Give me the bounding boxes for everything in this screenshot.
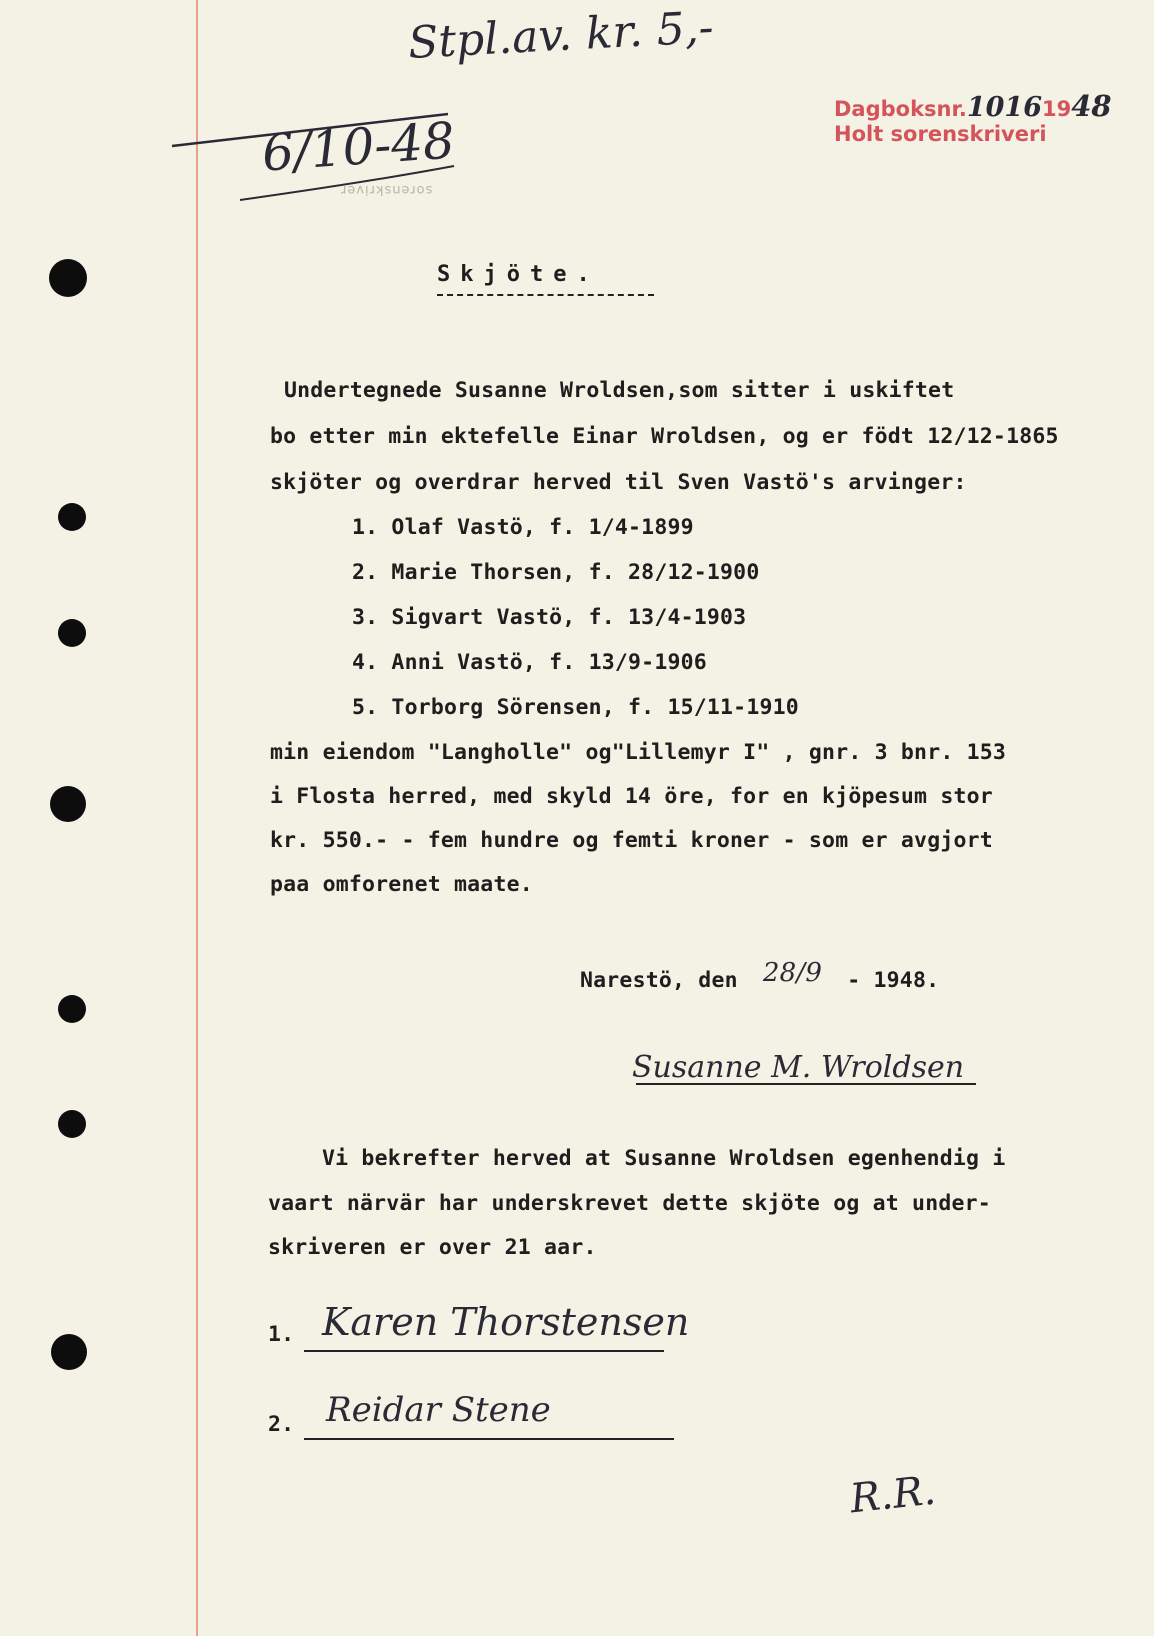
list-item: 1. Olaf Vastö, f. 1/4-1899 (352, 515, 694, 540)
list-item: 4. Anni Vastö, f. 13/9-1906 (352, 650, 707, 675)
place-date-year: - 1948. (847, 968, 940, 993)
punch-hole (49, 259, 87, 297)
faded-stamp: sorenskriver (340, 182, 433, 197)
text-line: Vi bekrefter herved at Susanne Wroldsen egenhendig i (322, 1146, 1006, 1171)
text-line: skjöter og overdrar herved til Sven Vastö's arvinger: (270, 470, 967, 495)
registration-date-note: 6/10-48 (260, 111, 457, 183)
text-line: Undertegnede Susanne Wroldsen,som sitter i uskiftet (284, 378, 955, 403)
place-date-hand: 28/9 (762, 958, 823, 988)
text-line: bo etter min ektefelle Einar Wroldsen, og er födt 12/12-1865 (270, 424, 1059, 449)
court-stamp: Holt sorenskriveri (834, 122, 1047, 146)
title-underline (437, 294, 654, 296)
witness-number: 2. (268, 1412, 295, 1437)
list-item: 3. Sigvart Vastö, f. 13/4-1903 (352, 605, 747, 630)
journal-stamp (834, 89, 1112, 123)
document-title: Skjöte. (437, 262, 600, 287)
signature-underline (636, 1083, 976, 1085)
text-line: kr. 550.- - fem hundre og femti kroner - som er avgjort (270, 828, 993, 853)
witness-signature: Karen Thorstensen (322, 1300, 690, 1344)
seller-signature: Susanne M. Wroldsen (632, 1050, 965, 1085)
list-item: 2. Marie Thorsen, f. 28/12-1900 (352, 560, 760, 585)
witness-signature-line (304, 1350, 664, 1352)
punch-hole (58, 503, 86, 531)
initials: R.R. (847, 1467, 938, 1523)
punch-hole (58, 995, 86, 1023)
punch-hole (51, 1334, 87, 1370)
witness-signature-line (304, 1438, 674, 1440)
text-line: i Flosta herred, med skyld 14 öre, for en kjöpesum stor (270, 784, 993, 809)
text-line: skriveren er over 21 aar. (268, 1235, 597, 1260)
text-line: min eiendom "Langholle" og"Lillemyr I" , gnr. 3 bnr. 153 (270, 740, 1007, 765)
stamp-number: 1016 (966, 92, 1043, 123)
text-line: vaart närvär har underskrevet dette skjöte og at under- (268, 1191, 991, 1216)
stamp-prefix: Dagboksnr. (834, 97, 967, 121)
list-item: 5. Torborg Sörensen, f. 15/11-1910 (352, 695, 799, 720)
punch-hole (58, 1110, 86, 1138)
text-line: paa omforenet maate. (270, 872, 533, 897)
witness-number: 1. (268, 1322, 295, 1347)
place-date-prefix: Narestö, den (580, 968, 738, 993)
place-date (580, 958, 940, 994)
stamp-year-hand: 48 (1071, 89, 1112, 123)
stamp-year: 19 (1042, 97, 1072, 121)
punch-hole (58, 619, 86, 647)
punch-hole (50, 786, 86, 822)
margin-rule (196, 0, 198, 1636)
witness-signature: Reidar Stene (326, 1390, 551, 1430)
stamp-duty-note: Stpl.av. kr. 5,- (406, 2, 715, 69)
